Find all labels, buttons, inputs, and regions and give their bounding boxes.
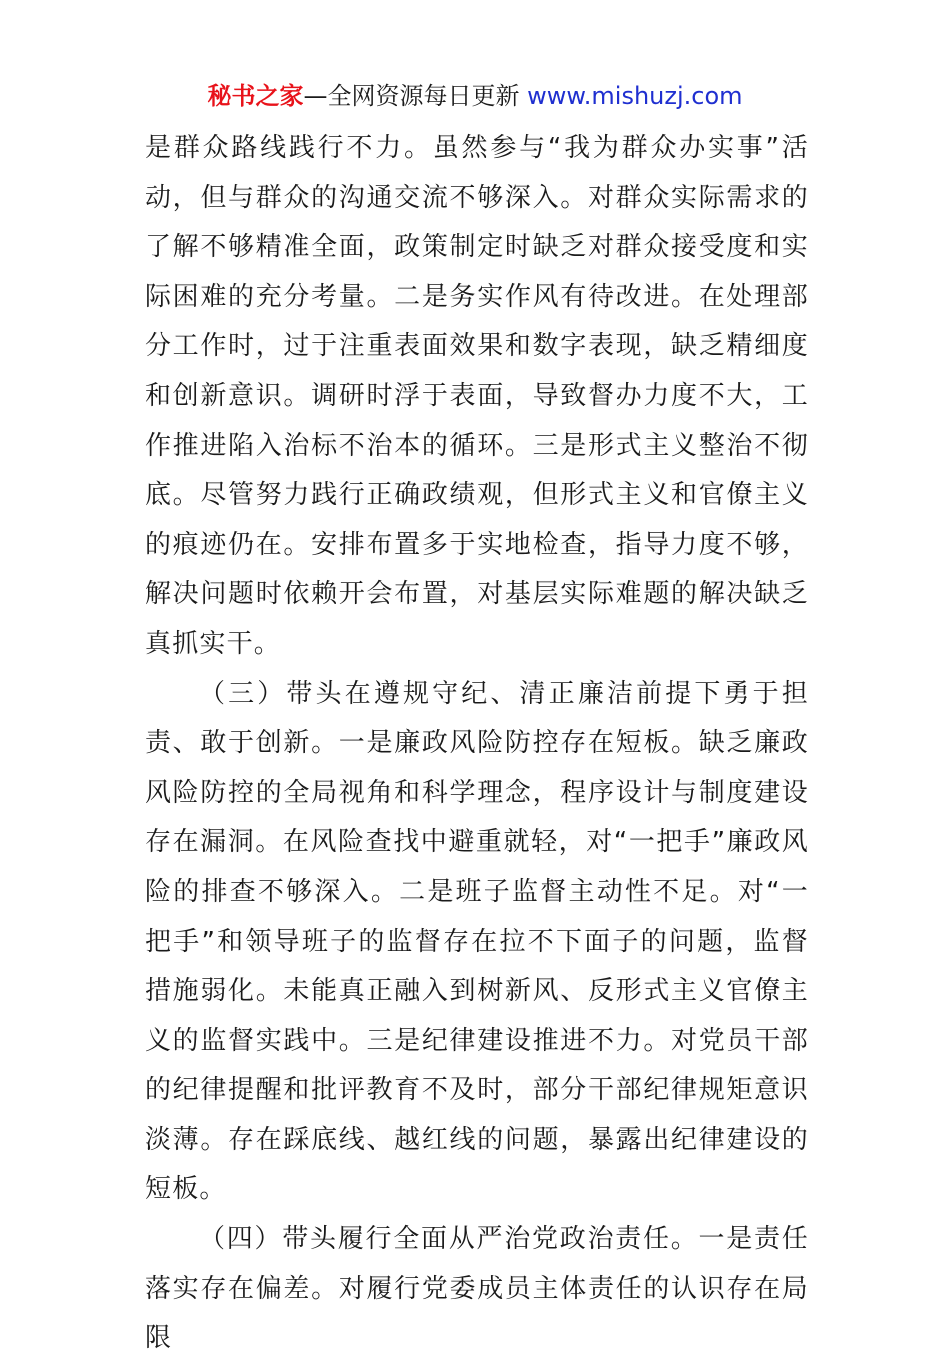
site-brand: 秘书之家 [207,82,304,110]
paragraph-continuation: 是群众路线践行不力。虽然参与“我为群众办实事”活动，但与群众的沟通交流不够深入。对群众实际需求的了解不够精准全面，政策制定时缺乏对群众接受度和实际困难的充分考量。二是务实作风有待改进。在处理部分工作时，过于注重表面效果和数字表现，缺乏精细度和创新意识。调研时浮于表面，导致督办力度不大，工作推进陷入治标不治本的循环。三是形式主义整治不彻底。尽管努力践行正确政绩观，但形式主义和官僚主义的痕迹仍在。安排布置多于实地检查，指导力度不够，解决问题时依赖开会布置，对基层实际难题的解决缺乏真抓实干。 [145,133,809,659]
site-header [0,80,950,112]
site-url-link[interactable]: www.mishuzj.com [527,82,743,110]
site-tagline: —全网资源每日更新 [303,82,520,110]
document-body [145,124,809,1364]
paragraph-section-4: （四）带头履行全面从严治党政治责任。一是责任落实存在偏差。对履行党委成员主体责任的认识存在局限 [145,1224,809,1354]
paragraph-section-3: （三）带头在遵规守纪、清正廉洁前提下勇于担责、敢于创新。一是廉政风险防控存在短板。缺乏廉政风险防控的全局视角和科学理念，程序设计与制度建设存在漏洞。在风险查找中避重就轻，对“一把手”廉政风险的排查不够深入。二是班子监督主动性不足。对“一把手”和领导班子的监督存在拉不下面子的问题，监督措施弱化。未能真正融入到树新风、反形式主义官僚主义的监督实践中。三是纪律建设推进不力。对党员干部的纪律提醒和批评教育不及时，部分干部纪律规矩意识淡薄。存在踩底线、越红线的问题，暴露出纪律建设的短板。 [145,678,809,1205]
